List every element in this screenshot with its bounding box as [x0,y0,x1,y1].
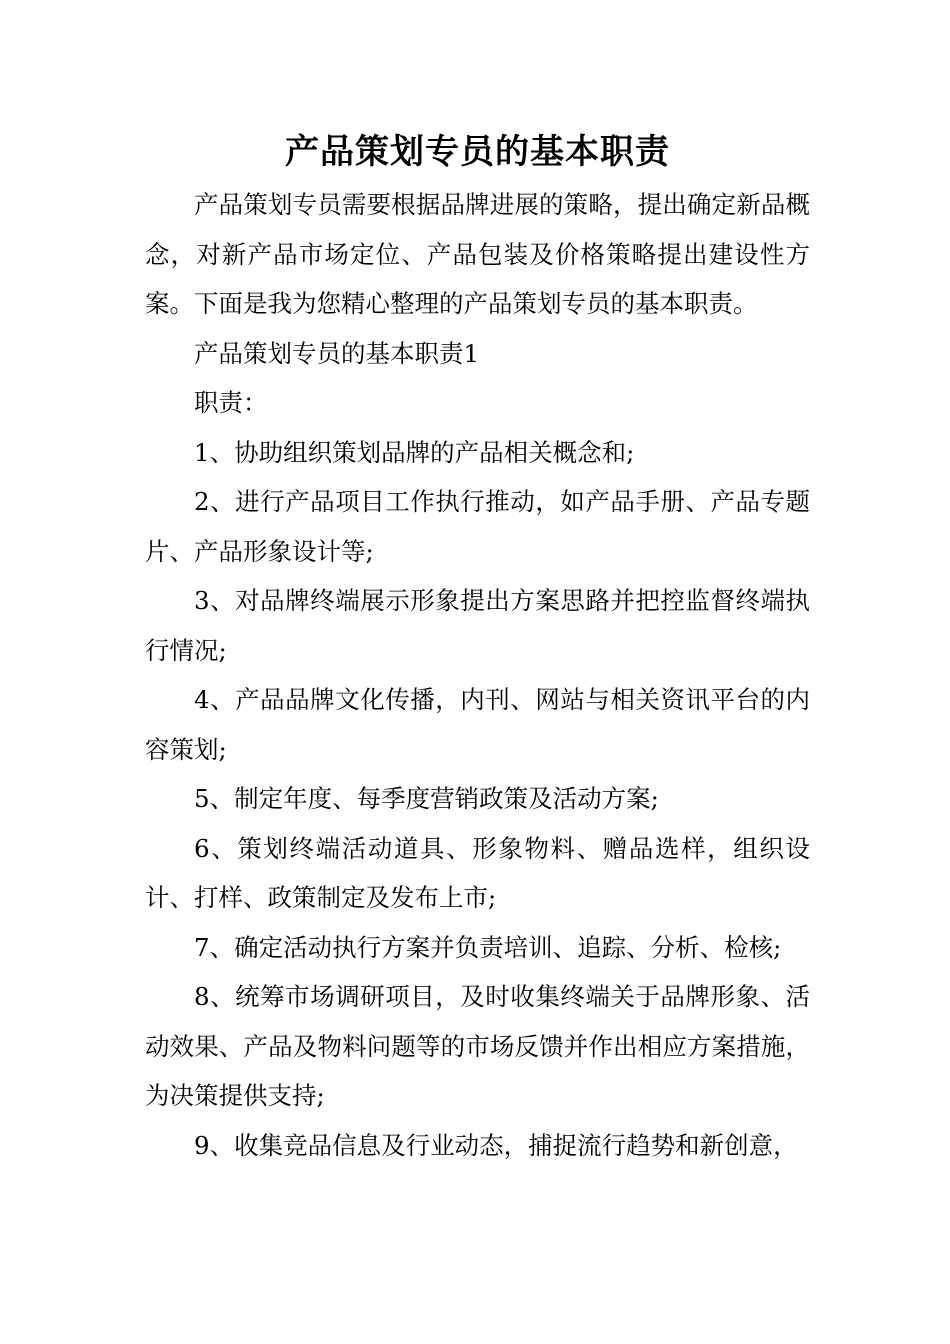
duty-item-6: 6、策划终端活动道具、形象物料、赠品选样，组织设计、打样、政策制定及发布上市; [145,833,810,912]
duty-item-3: 3、对品牌终端展示形象提出方案思路并把控监督终端执行情况; [145,586,810,665]
document-page [145,124,810,1170]
duty-item-5: 5、制定年度、每季度营销政策及活动方案; [194,784,659,813]
intro-paragraph: 产品策划专员需要根据品牌进展的策略，提出确定新品概念，对新产品市场定位、产品包装及价格策略提出建设性方案。下面是我为您精心整理的产品策划专员的基本职责。 [145,190,810,318]
document-title: 产品策划专员的基本职责 [285,132,670,172]
duty-item-2: 2、进行产品项目工作执行推动，如产品手册、产品专题片、产品形象设计等; [145,487,810,566]
duty-item-8: 8、统筹市场调研项目，及时收集终端关于品牌形象、活动效果、产品及物料问题等的市场反馈并作出相应方案措施，为决策提供支持; [145,982,810,1110]
duty-item-7: 7、确定活动执行方案并负责培训、追踪、分析、检核; [194,932,782,962]
duty-item-1: 1、协助组织策划品牌的产品相关概念和; [194,437,635,467]
duties-label: 职责： [194,388,268,417]
duty-item-9: 9、收集竞品信息及行业动态，捕捉流行趋势和新创意， [194,1130,798,1160]
duty-item-4: 4、产品品牌文化传播，内刊、网站与相关资讯平台的内容策划; [145,685,810,764]
section-heading: 产品策划专员的基本职责1 [194,338,480,368]
